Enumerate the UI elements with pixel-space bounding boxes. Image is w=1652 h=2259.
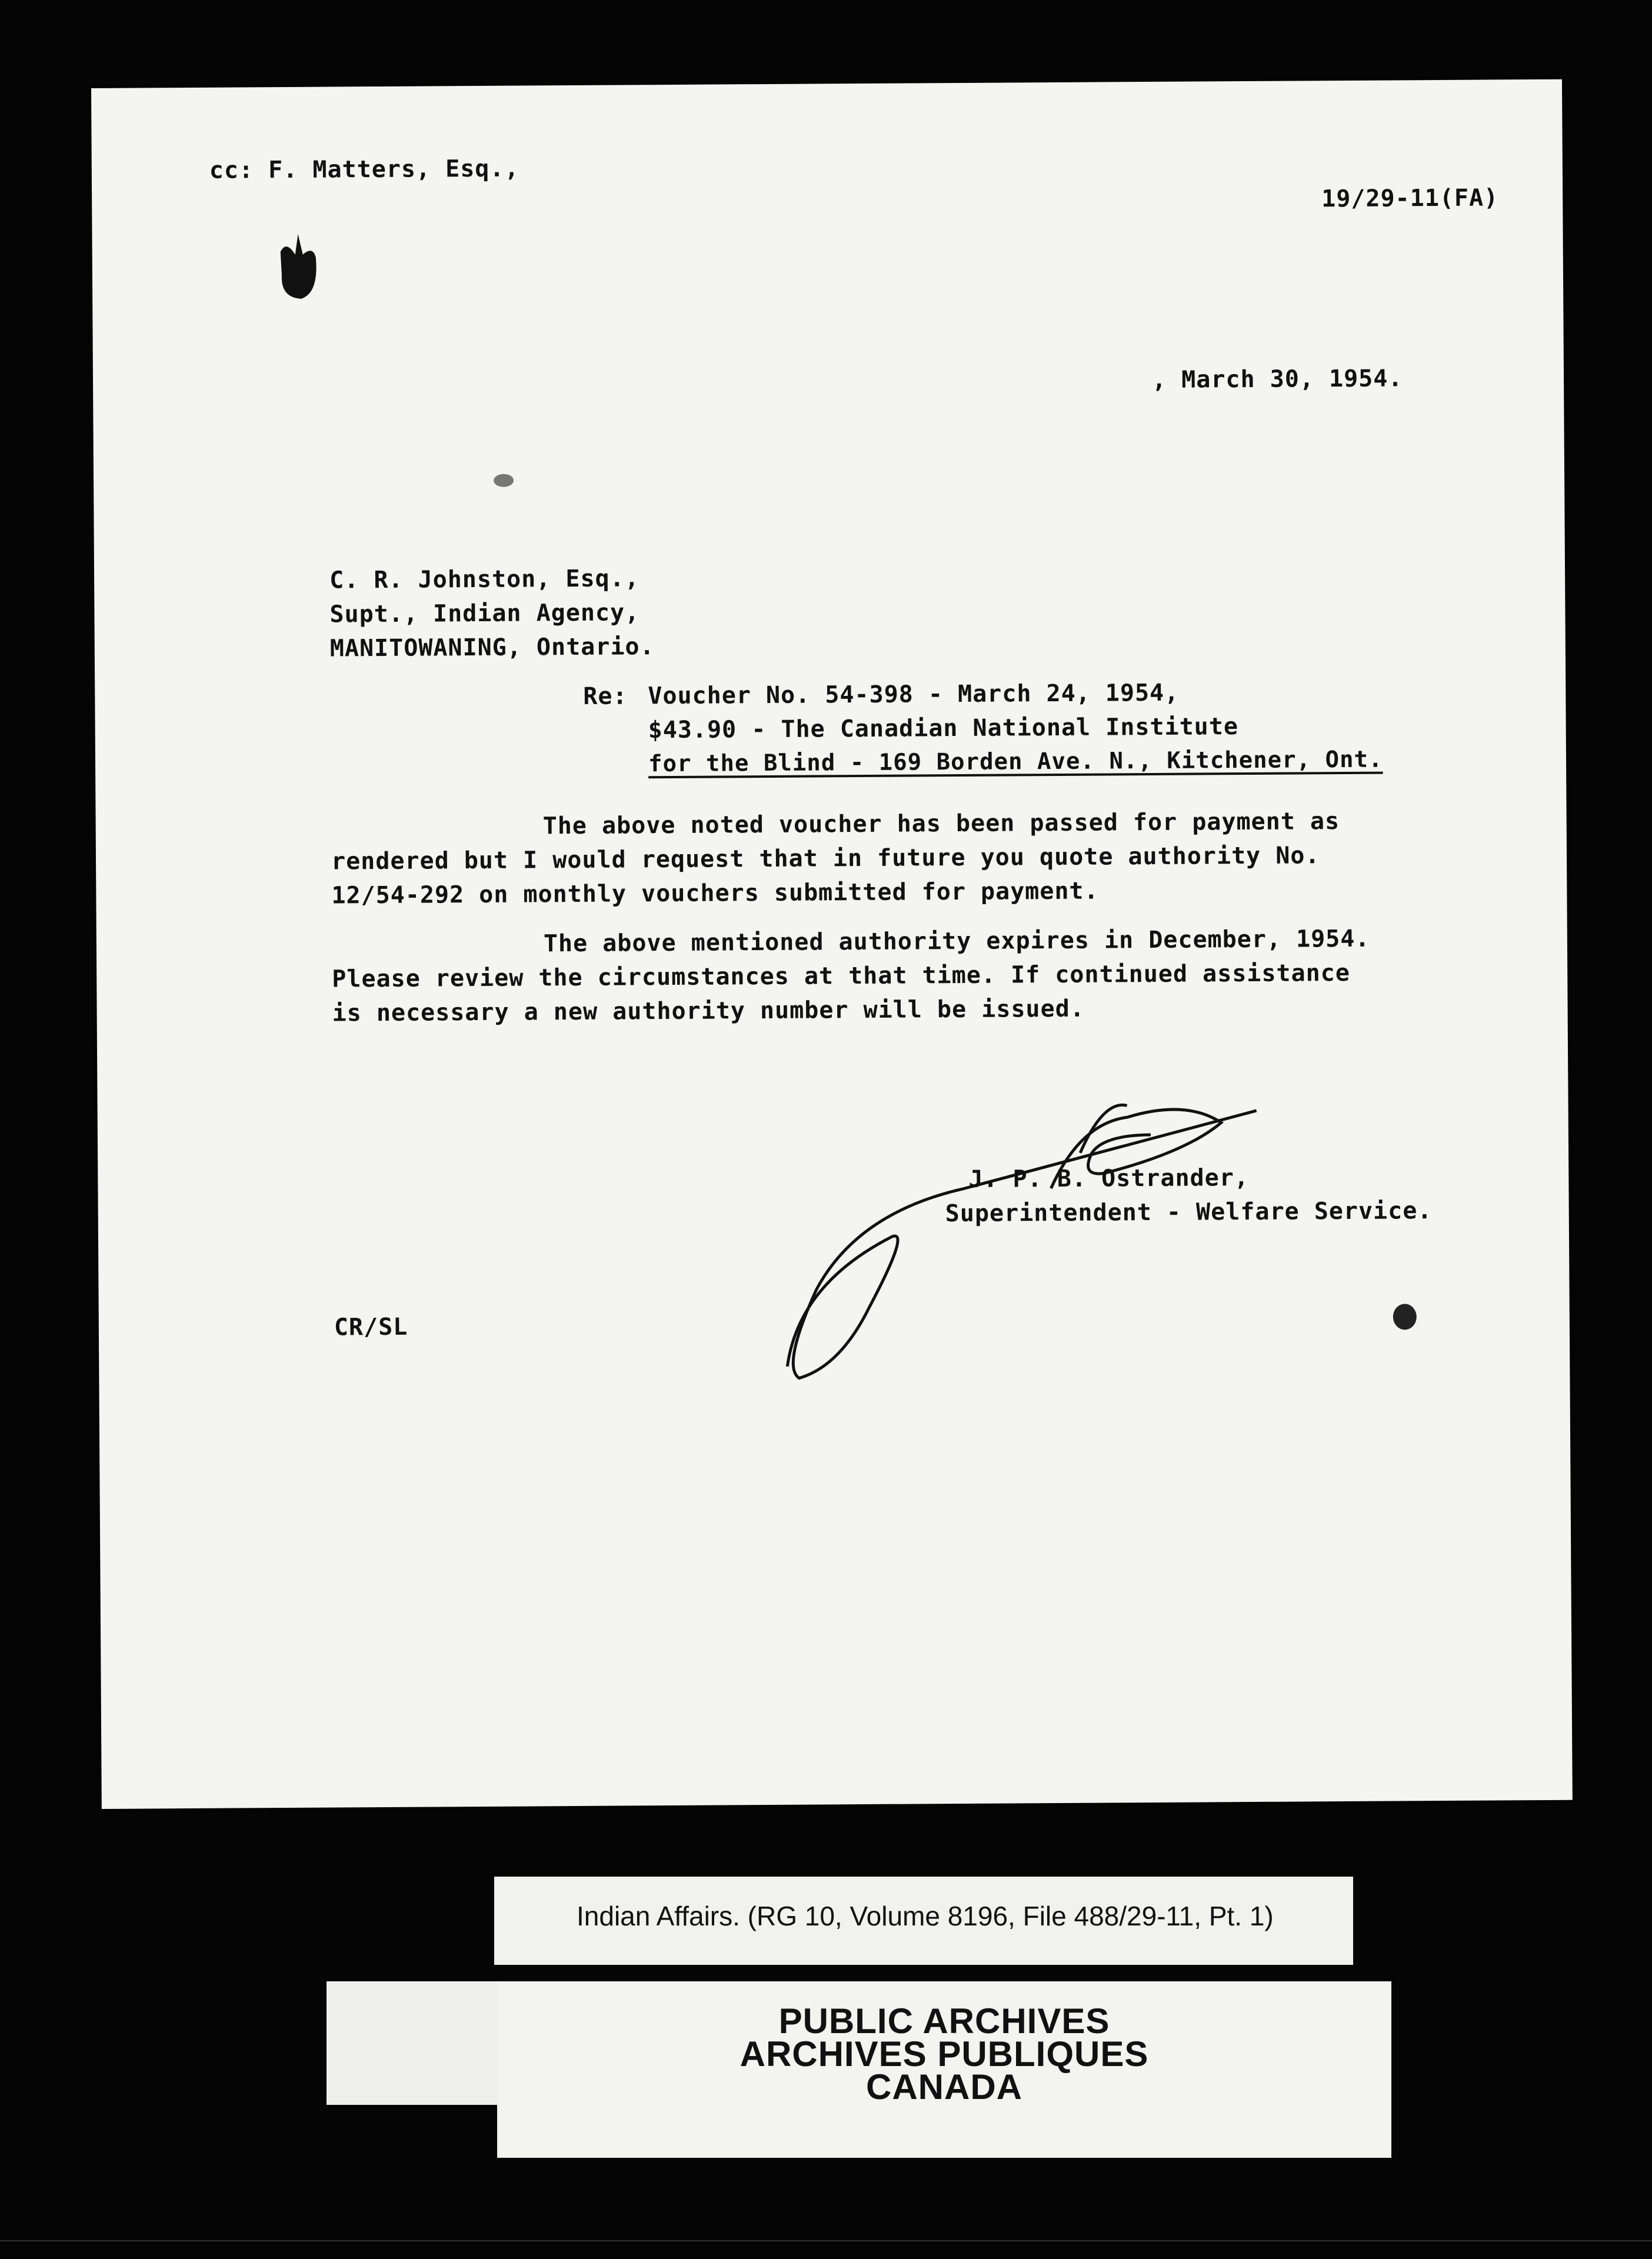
body-paragraph: The above noted voucher has been passed for payment as rendered but I would request that in future you quote authority No. 12/54-292 on monthly vouchers submitted for payment. [331,808,1340,909]
re-line: for the Blind - 169 Borden Ave. N., Kitchener, Ont. [648,746,1383,778]
recipient-location: MANITOWANING, Ontario. [329,633,655,662]
signatory-title: Superintendent - Welfare Service. [945,1197,1433,1228]
smudge-mark [494,474,514,487]
re-line: $43.90 - The Canadian National Institute [648,713,1239,744]
letter-page [91,79,1573,1809]
signatory-name: J. P. B. Ostrander, [968,1164,1250,1193]
re-label: Re: [583,682,628,710]
frame-edge-line [0,2240,1652,2241]
file-reference: 19/29-11(FA) [1321,184,1499,213]
ink-blot-mark [268,228,334,311]
typist-initials: CR/SL [334,1313,408,1341]
handwritten-signature [774,1034,1364,1437]
archive-citation-label [494,1877,1353,1965]
archive-citation: Indian Affairs. (RG 10, Volume 8196, File 488/29-11, Pt. 1) [577,1901,1274,1931]
body-paragraph: The above mentioned authority expires in December, 1954. Please review the circumstances at that time. If continued assistance is necessary a new authority number will be issued. [332,925,1370,1027]
recipient-name: C. R. Johnston, Esq., [329,565,640,594]
re-line: Voucher No. 54-398 - March 24, 1954, [648,679,1180,710]
ink-spot [1393,1304,1417,1330]
cc-line: cc: F. Matters, Esq., [209,155,519,184]
stamp-line: PUBLIC ARCHIVES [778,2001,1110,2041]
archive-stamp [497,1981,1391,2158]
stamp-line: CANADA [866,2067,1022,2107]
stamp-line: ARCHIVES PUBLIQUES [740,2034,1149,2074]
recipient-title: Supt., Indian Agency, [329,599,640,628]
letter-date: , March 30, 1954. [1151,365,1403,394]
